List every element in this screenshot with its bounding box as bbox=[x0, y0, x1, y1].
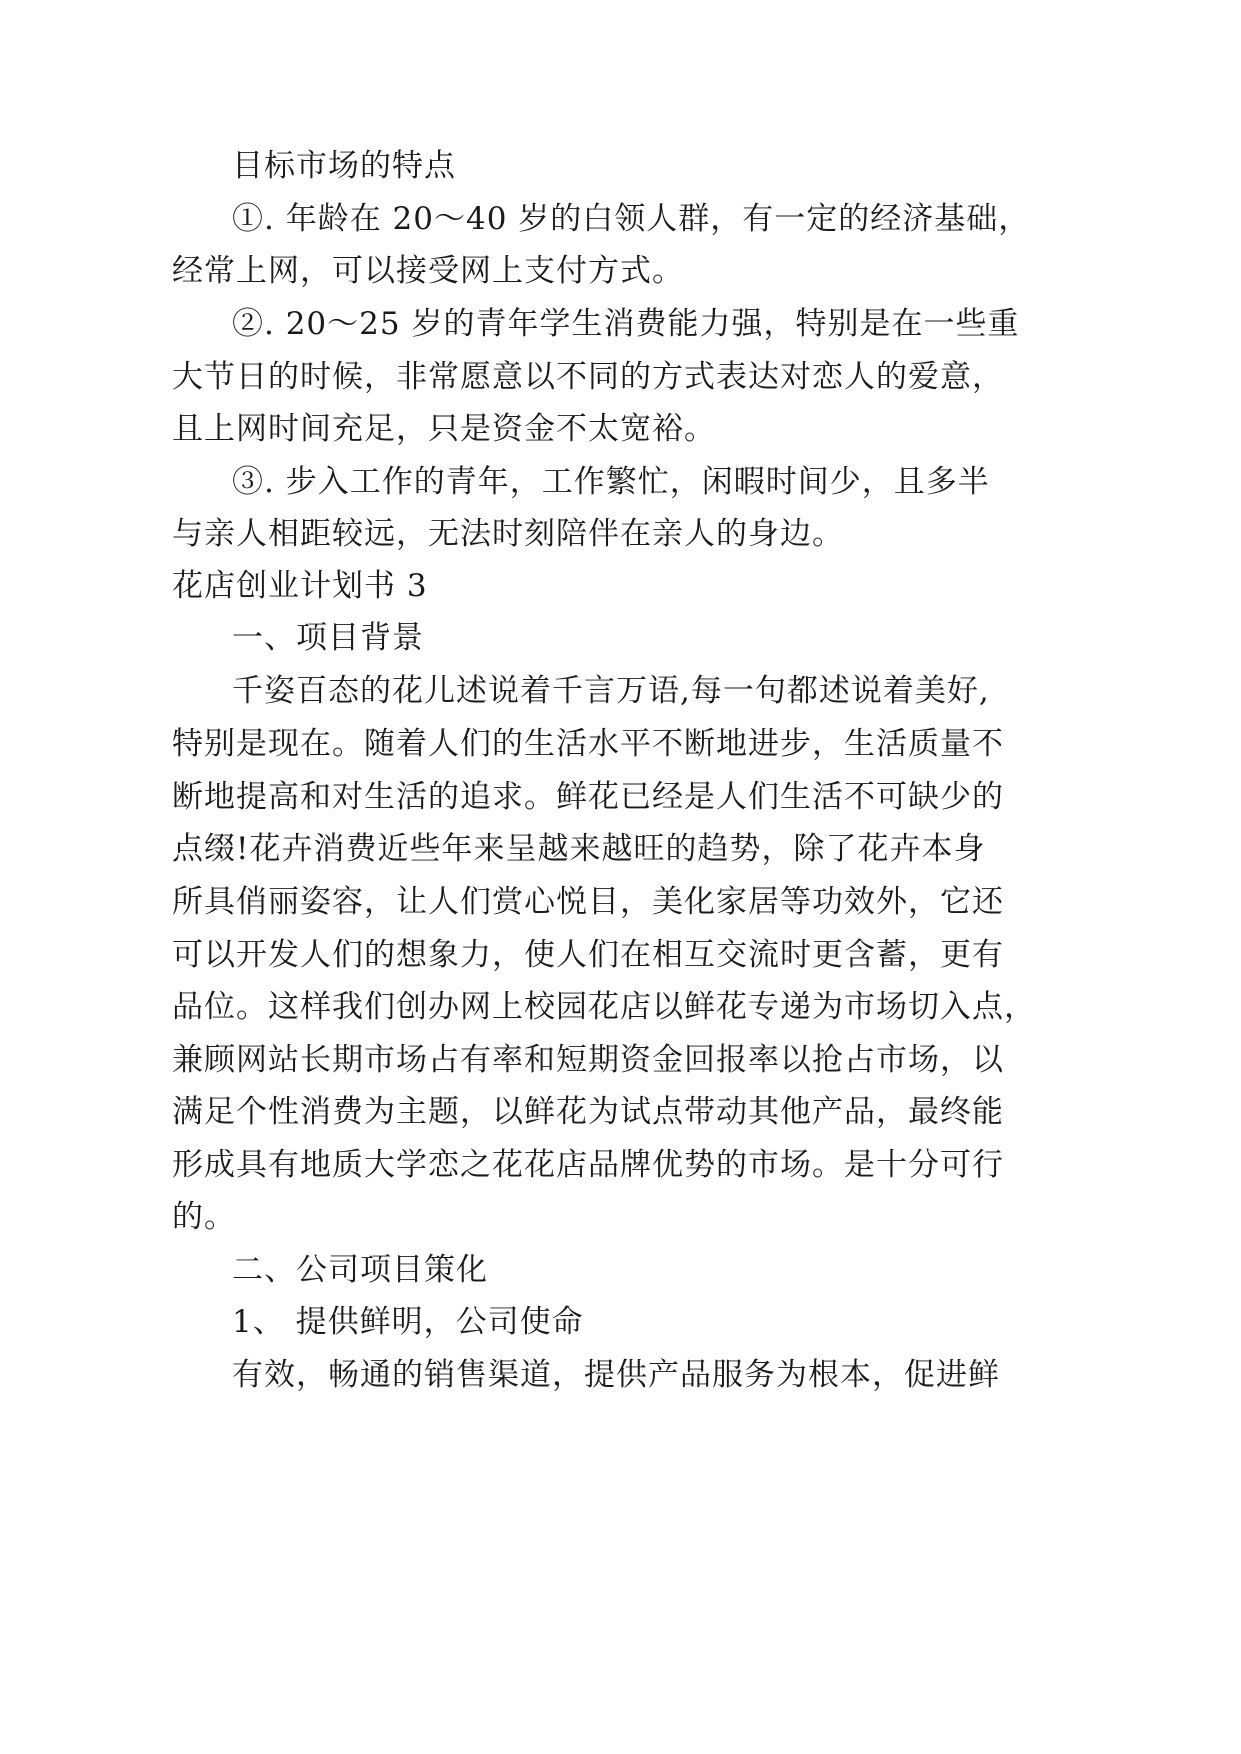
section-heading-company-planning: 二、公司项目策化 bbox=[232, 1252, 488, 1288]
paragraph-line: 点缀!花卉消费近些年来呈越来越旺的趋势，除了花卉本身 bbox=[172, 831, 986, 867]
paragraph-line: 兼顾网站长期市场占有率和短期资金回报率以抢占市场，以 bbox=[172, 1042, 1004, 1078]
paragraph-line: 的。 bbox=[172, 1199, 236, 1235]
paragraph-line: ③. 步入工作的青年，工作繁忙，闲暇时间少，且多半 bbox=[232, 464, 990, 500]
section-heading-market-features: 目标市场的特点 bbox=[232, 148, 456, 184]
paragraph-line: 特别是现在。随着人们的生活水平不断地进步，生活质量不 bbox=[172, 726, 1004, 762]
subsection-heading: 1、 提供鲜明，公司使命 bbox=[232, 1304, 584, 1340]
paragraph-line: 所具俏丽姿容，让人们赏心悦目，美化家居等功效外，它还 bbox=[172, 884, 1004, 920]
paragraph-line: ②. 20～25 岁的青年学生消费能力强，特别是在一些重 bbox=[232, 306, 1020, 342]
paragraph-line: 千姿百态的花儿述说着千言万语,每一句都述说着美好, bbox=[232, 673, 990, 709]
paragraph-line: 大节日的时候，非常愿意以不同的方式表达对恋人的爱意， bbox=[172, 359, 1004, 395]
paragraph-line: 经常上网，可以接受网上支付方式。 bbox=[172, 253, 684, 289]
document-title: 花店创业计划书 3 bbox=[172, 568, 428, 604]
section-heading-project-background: 一、项目背景 bbox=[232, 620, 424, 656]
paragraph-line: 可以开发人们的想象力，使人们在相互交流时更含蓄，更有 bbox=[172, 937, 1004, 973]
paragraph-line: 与亲人相距较远，无法时刻陪伴在亲人的身边。 bbox=[172, 516, 844, 552]
paragraph-line: 品位。这样我们创办网上校园花店以鲜花专递为市场切入点， bbox=[172, 989, 1036, 1025]
paragraph-line: 形成具有地质大学恋之花花店品牌优势的市场。是十分可行 bbox=[172, 1147, 1004, 1183]
paragraph-line: 满足个性消费为主题，以鲜花为试点带动其他产品，最终能 bbox=[172, 1094, 1004, 1130]
paragraph-line: 且上网时间充足，只是资金不太宽裕。 bbox=[172, 411, 716, 447]
paragraph-line: 断地提高和对生活的追求。鲜花已经是人们生活不可缺少的 bbox=[172, 779, 1004, 815]
paragraph-line: 有效，畅通的销售渠道，提供产品服务为根本，促进鲜 bbox=[232, 1357, 1000, 1393]
paragraph-line: ①. 年龄在 20～40 岁的白领人群，有一定的经济基础， bbox=[232, 201, 1031, 237]
